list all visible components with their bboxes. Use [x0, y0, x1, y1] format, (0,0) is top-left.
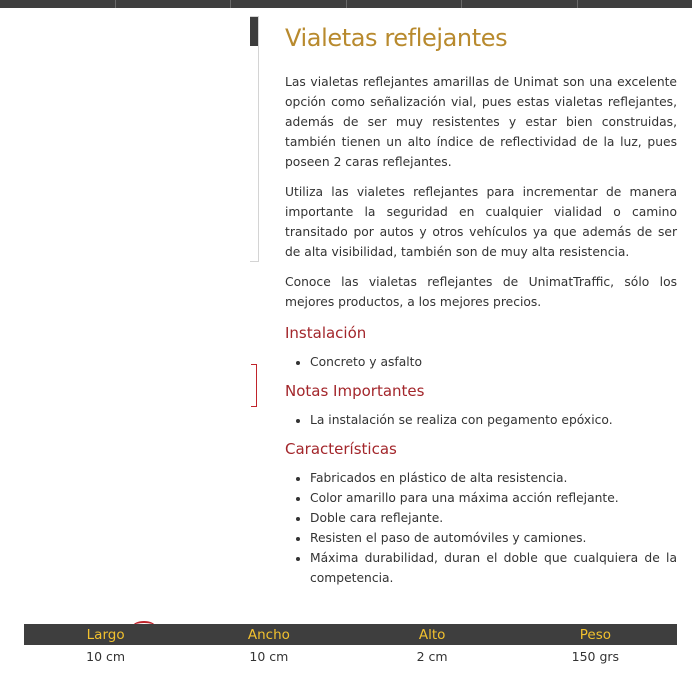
specs-value-width: 10 cm — [249, 648, 289, 664]
list-item: • Máxima durabilidad, duran el doble que cualquiera de la competencia. — [310, 548, 677, 588]
scrollbar-thumb[interactable] — [250, 17, 258, 46]
list-item: • Concreto y asfalto — [310, 352, 677, 372]
features-heading: Características — [285, 440, 397, 458]
nav-item[interactable] — [578, 0, 692, 8]
features-list — [285, 468, 677, 588]
description-paragraph: Utiliza las vialetes reflejantes para incrementar de manera importante la seguridad en cualquier vialidad o camino transitado por autos y otros vehículos ya que además de ser de alta visibilidad, también son de muy alta resistencia. — [285, 185, 677, 259]
nav-item[interactable] — [231, 0, 347, 8]
specs-value-row — [24, 645, 677, 667]
specs-header-row — [24, 624, 677, 645]
list-item: • Doble cara reflejante. — [310, 508, 677, 528]
page-title: Vialetas reflejantes — [285, 24, 508, 52]
nav-item[interactable] — [116, 0, 232, 8]
specs-value-weight: 150 grs — [571, 648, 620, 664]
list-item: • Fabricados en plástico de alta resistencia. — [310, 468, 677, 488]
nav-item[interactable] — [347, 0, 463, 8]
specs-header-length: Largo — [86, 626, 125, 643]
product-description — [285, 20, 677, 596]
list-item: • Color amarillo para una máxima acción reflejante. — [310, 488, 677, 508]
specs-table — [24, 624, 677, 667]
installation-list — [285, 352, 677, 372]
side-panel-scrollbar[interactable] — [250, 16, 259, 262]
top-navigation-bar — [0, 0, 692, 8]
list-item: • La instalación se realiza con pegamento epóxico. — [310, 410, 677, 430]
specs-value-height: 2 cm — [416, 648, 448, 664]
nav-item[interactable] — [462, 0, 578, 8]
description-paragraph: Conoce las vialetas reflejantes de UnimatTraffic, sólo los mejores productos, a los mejores precios. — [285, 275, 677, 309]
description-paragraph: Las vialetas reflejantes amarillas de Unimat son una excelente opción como señalización vial, pues estas vialetas reflejantes, además de ser muy resistentes y estar bien construidas, también tienen un alto índice de reflectividad de la luz, pues poseen 2 caras reflejantes. — [285, 75, 677, 169]
specs-header-height: Alto — [418, 626, 446, 643]
specs-header-width: Ancho — [247, 626, 290, 643]
side-panel-marker — [251, 364, 257, 407]
important-notes-list — [285, 410, 677, 430]
specs-value-length: 10 cm — [86, 648, 126, 664]
important-notes-heading: Notas Importantes — [285, 382, 425, 400]
list-item: • Resisten el paso de automóviles y camiones. — [310, 528, 677, 548]
installation-heading: Instalación — [285, 324, 367, 342]
specs-header-weight: Peso — [579, 626, 611, 643]
nav-item[interactable] — [0, 0, 116, 8]
